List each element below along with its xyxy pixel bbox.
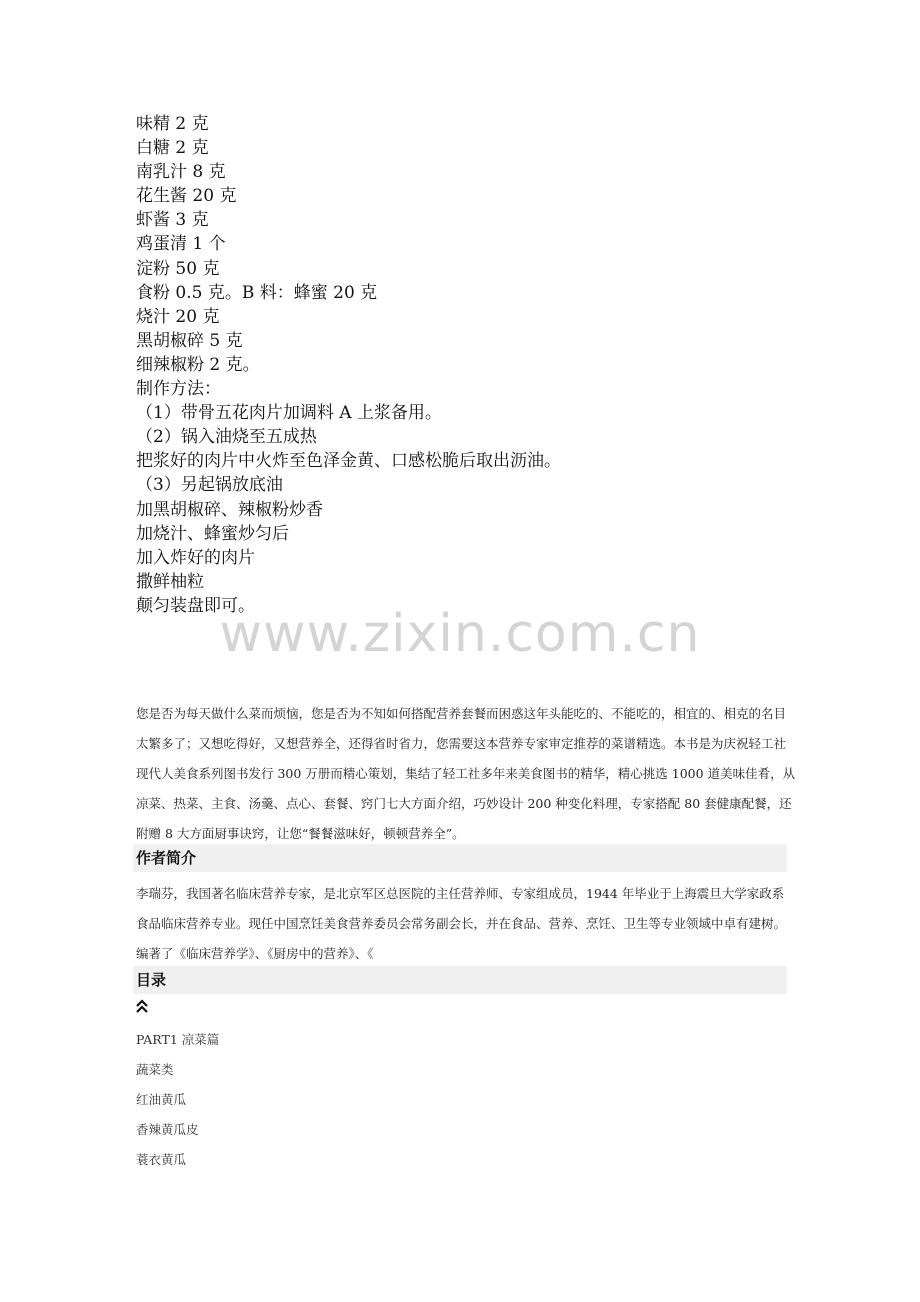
recipe-line: 白糖 2 克 [136,138,209,159]
author-text: 李瑞芬，我国著名临床营养专家，是北京军区总医院的主任营养师、专家组成员，1944 年毕业于上海震旦大学家政系食品临床营养专业。现任中国烹饪美食营养委员会常务副会长，并在食品、营养、烹饪、卫生等专业领域中卓有建树。 编著了《临床营养学》、《厨房中的营养》、《 [136,886,787,961]
recipe-line: 淀粉 50 克 [136,258,220,279]
recipe-line: 食粉 0.5 克。B 料：蜂蜜 20 克 [136,282,378,303]
toc-entry[interactable]: 蓑衣黄瓜 [136,1152,187,1167]
recipe-line: 黑胡椒碎 5 克 [136,330,243,351]
recipe-line: 烧汁 20 克 [136,306,220,327]
recipe-line: 味精 2 克 [136,114,209,134]
recipe-step: （2）锅入油烧至五成热 [136,427,317,448]
recipe-step: （3）另起锅放底油 [136,475,283,496]
recipe-step: 撒鲜柚粒 [136,571,204,592]
recipe-line: 花生酱 20 克 [136,186,237,207]
recipe-step: 加黑胡椒碎、辣椒粉炒香 [136,499,323,520]
recipe-line: 虾酱 3 克 [136,210,209,231]
toc-entry[interactable]: 香辣黄瓜皮 [136,1122,199,1137]
recipe-step: 把浆好的肉片中火炸至色泽金黄、口感松脆后取出沥油。 [136,451,561,472]
toc-entry[interactable]: 蔬菜类 [136,1062,174,1077]
recipe-text [136,112,836,618]
recipe-line: 鸡蛋清 1 个 [136,234,226,255]
recipe-line: 细辣椒粉 2 克。 [136,354,260,375]
author-heading: 作者简介 [133,844,787,872]
toc-entry[interactable]: 红油黄瓜 [136,1092,187,1107]
recipe-method-heading: 制作方法： [136,379,221,400]
recipe-step: 颠匀装盘即可。 [136,595,255,616]
watermark: www.zixin.com.cn [219,604,701,664]
recipe-line: 南乳汁 8 克 [136,162,226,183]
double-chevron-up-icon[interactable] [135,998,149,1014]
toc-heading: 目录 [133,966,787,994]
recipe-step: 加入炸好的肉片 [136,547,255,568]
toc-list [136,1025,219,1175]
recipe-step: 加烧汁、蜂蜜炒匀后 [136,523,289,544]
book-intro: 您是否为每天做什么菜而烦恼，您是否为不知如何搭配营养套餐而困惑这年头能吃的、不能吃的，相宜的、相克的名目太繁多了；又想吃得好，又想营养全，还得省时省力，您需要这本营养专家审定推荐的菜谱精选。本书是为庆祝轻工社现代人美食系列图书发行 300 万册而精心策划，集结了轻工社多年来美食图书的精华，精心挑选 1000 道美味佳肴，从凉菜、热菜、主食、汤羹、点心、套餐、窍门七大方面介绍，巧妙设计 200 种变化料理，专家搭配 80 套健康配餐，还附赠 8 大方面厨事诀窍，让您“餐餐滋味好，顿顿营养全”。 [136,706,796,841]
toc-entry[interactable]: PART1 凉菜篇 [136,1032,220,1047]
recipe-step: （1）带骨五花肉片加调料 A 上浆备用。 [136,403,442,424]
